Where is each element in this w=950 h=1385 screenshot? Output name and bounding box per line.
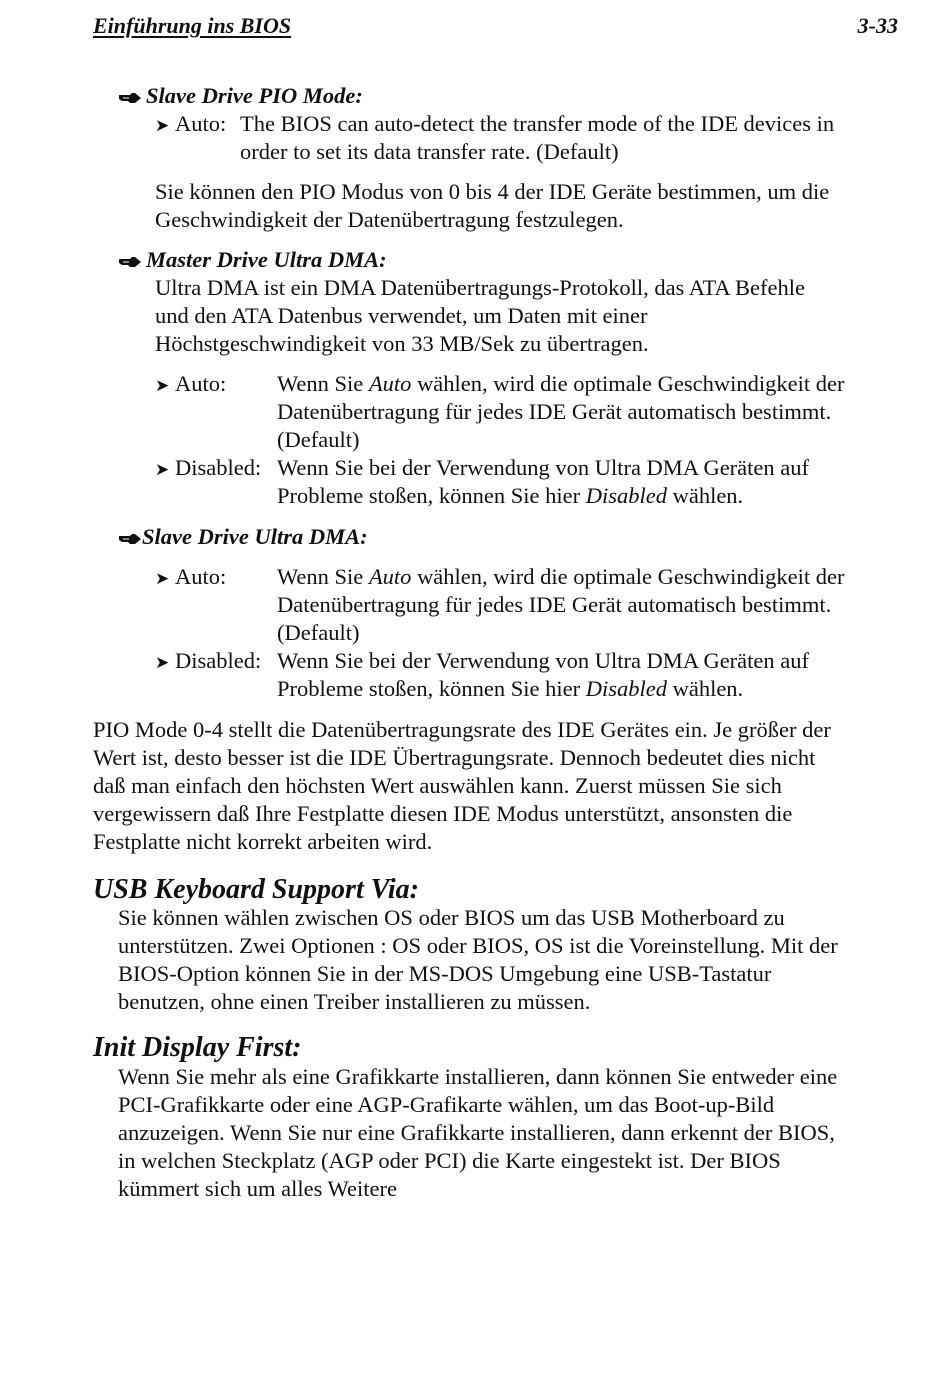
arrow-bullet-icon: ➤ [155, 116, 170, 135]
master-udma-disabled-text-2: Probleme stoßen, können Sie hier Disabled wählen. [277, 483, 744, 508]
pointing-hand-icon [118, 246, 146, 274]
slave-pio-auto-text-2: order to set its data transfer rate. (Default) [240, 139, 619, 164]
init-display-heading: Init Display First: [93, 1032, 302, 1063]
usb-heading: USB Keyboard Support Via: [93, 874, 419, 905]
pointing-hand-icon [118, 82, 146, 110]
init-display-text-2: PCI-Grafikkarte oder eine AGP-Grafikarte wählen, um das Boot-up-Bild [118, 1092, 775, 1117]
master-udma-auto-label: ➤ Auto: [155, 370, 226, 400]
master-udma-desc-2: und den ATA Datenbus verwendet, um Daten mit einer [155, 303, 648, 328]
master-udma-disabled-text-1: Wenn Sie bei der Verwendung von Ultra DMA Geräten auf [277, 455, 810, 480]
page-number: 3-33 [857, 13, 898, 38]
pio-para-5: Festplatte nicht korrekt arbeiten wird. [93, 829, 433, 854]
usb-text-1: Sie können wählen zwischen OS oder BIOS um das USB Motherboard zu [118, 905, 785, 930]
arrow-bullet-icon: ➤ [155, 460, 170, 479]
pointing-hand-icon [118, 523, 142, 551]
master-udma-title: Master Drive Ultra DMA: [146, 247, 387, 272]
section-title-slave-pio [118, 82, 363, 110]
slave-pio-para-2: Geschwindigkeit der Datenübertragung festzulegen. [155, 207, 624, 232]
master-udma-desc-3: Höchstgeschwindigkeit von 33 MB/Sek zu übertragen. [155, 331, 649, 356]
init-display-text-4: in welchen Steckplatz (AGP oder PCI) die Karte eingestekt ist. Der BIOS [118, 1148, 781, 1173]
master-udma-auto-text-3: (Default) [277, 427, 360, 452]
arrow-bullet-icon: ➤ [155, 653, 170, 672]
pio-para-2: Wert ist, desto besser ist die IDE Übertragungsrate. Dennoch bedeutet dies nicht [93, 745, 816, 770]
slave-udma-disabled-text-1: Wenn Sie bei der Verwendung von Ultra DMA Geräten auf [277, 648, 810, 673]
usb-text-3: BIOS-Option können Sie in der MS-DOS Umgebung eine USB-Tastatur [118, 961, 772, 986]
option-label: Auto: [175, 111, 227, 136]
section-title-slave-udma [118, 523, 368, 551]
slave-udma-disabled-text-2: Probleme stoßen, können Sie hier Disabled wählen. [277, 676, 744, 701]
master-udma-auto-text-2: Datenübertragung für jedes IDE Gerät automatisch bestimmt. [277, 399, 832, 424]
init-display-text-3: anzuzeigen. Wenn Sie nur eine Grafikkarte installieren, dann erkennt der BIOS, [118, 1120, 835, 1145]
slave-udma-auto-text-3: (Default) [277, 620, 360, 645]
slave-pio-auto-line [155, 110, 226, 140]
slave-udma-disabled-label: ➤ Disabled: [155, 647, 261, 677]
init-display-text-5: kümmert sich um alles Weitere [118, 1176, 397, 1201]
arrow-bullet-icon: ➤ [155, 376, 170, 395]
pio-para-1: PIO Mode 0-4 stellt die Datenübertragungsrate des IDE Gerätes ein. Je größer der [93, 717, 831, 742]
usb-text-2: unterstützen. Zwei Optionen : OS oder BIOS, OS ist die Voreinstellung. Mit der [118, 933, 838, 958]
slave-udma-auto-text-2: Datenübertragung für jedes IDE Gerät automatisch bestimmt. [277, 592, 832, 617]
usb-text-4: benutzen, ohne einen Treiber installieren zu müssen. [118, 989, 591, 1014]
slave-pio-para-1: Sie können den PIO Modus von 0 bis 4 der IDE Geräte bestimmen, um die [155, 179, 830, 204]
slave-udma-title: Slave Drive Ultra DMA: [142, 524, 368, 549]
init-display-text-1: Wenn Sie mehr als eine Grafikkarte installieren, dann können Sie entweder eine [118, 1064, 838, 1089]
slave-udma-auto-text-1: Wenn Sie Auto wählen, wird die optimale Geschwindigkeit der [277, 564, 845, 589]
section-title-master-udma [118, 246, 387, 274]
arrow-bullet-icon: ➤ [155, 569, 170, 588]
master-udma-disabled-label: ➤ Disabled: [155, 454, 261, 484]
slave-udma-auto-label: ➤ Auto: [155, 563, 226, 593]
pio-para-4: vergewissern daß Ihre Festplatte diesen IDE Modus unterstützt, ansonsten die [93, 801, 793, 826]
master-udma-auto-text-1: Wenn Sie Auto wählen, wird die optimale Geschwindigkeit der [277, 371, 845, 396]
running-header-title: Einführung ins BIOS [93, 13, 292, 38]
slave-pio-auto-text-1: The BIOS can auto-detect the transfer mode of the IDE devices in [240, 111, 835, 136]
slave-pio-title: Slave Drive PIO Mode: [146, 83, 363, 108]
master-udma-desc-1: Ultra DMA ist ein DMA Datenübertragungs-Protokoll, das ATA Befehle [155, 275, 805, 300]
pio-para-3: daß man einfach den höchsten Wert auswählen kann. Zuerst müssen Sie sich [93, 773, 782, 798]
